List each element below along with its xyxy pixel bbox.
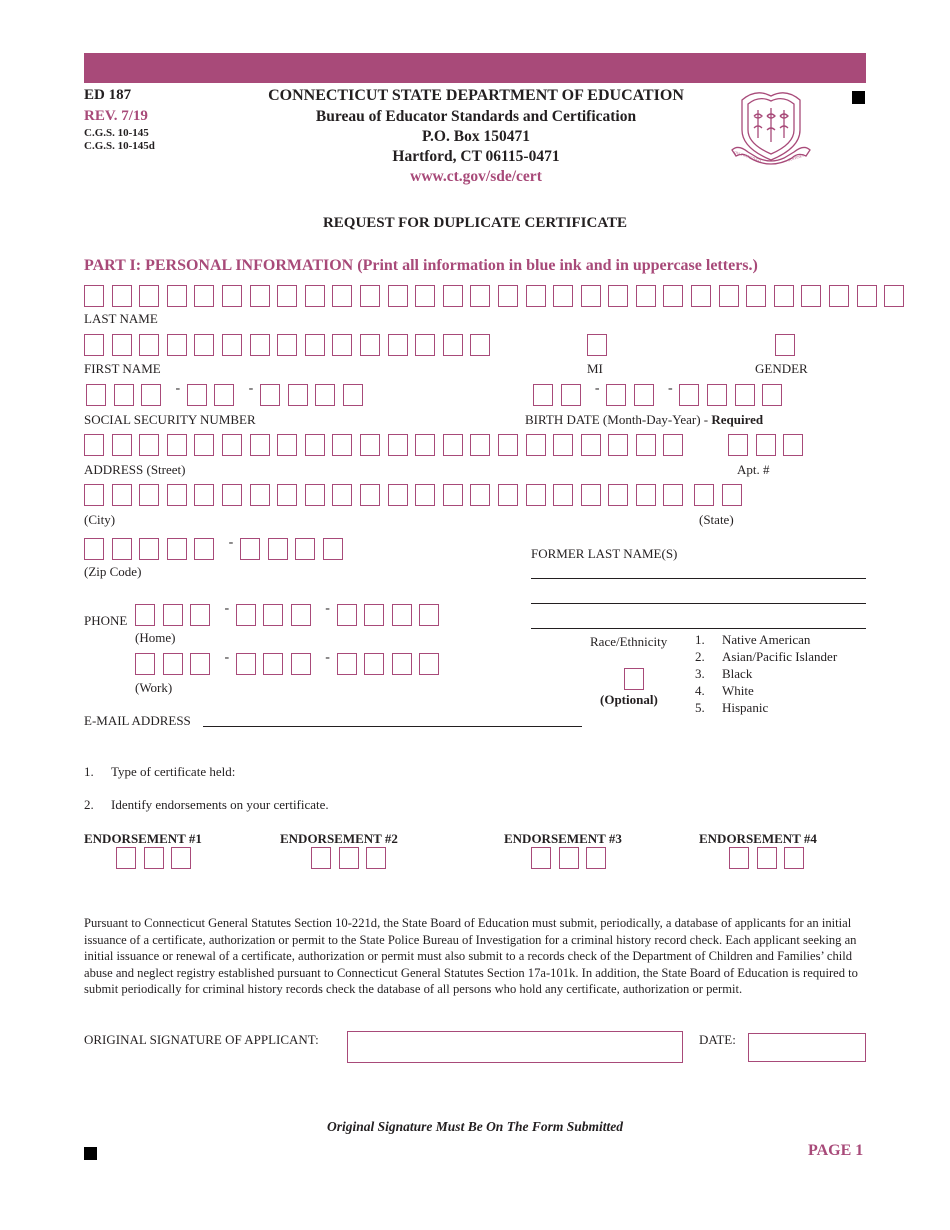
last-name-char[interactable] [857,285,877,307]
address-char[interactable] [360,434,380,456]
last-name-char[interactable] [112,285,132,307]
address-label: ADDRESS (Street) [84,462,186,477]
home-phone-char[interactable] [163,604,183,626]
birth-date-char[interactable] [533,384,553,406]
first-name-char[interactable] [388,334,408,356]
department-header [200,86,752,187]
city-char[interactable] [581,484,601,506]
former-last-name-line-1[interactable] [531,578,866,579]
work-phone-char[interactable] [236,653,256,675]
home-phone-char[interactable] [419,604,439,626]
form-identifiers [84,88,155,152]
last-name-char[interactable] [581,285,601,307]
endorsement-char[interactable] [171,847,191,869]
city-char[interactable] [360,484,380,506]
race-option-number: 4. [695,683,705,698]
last-name-char[interactable] [222,285,242,307]
last-name-char[interactable] [139,285,159,307]
race-option-number: 1. [695,632,705,647]
statute-2: C.G.S. 10-145d [84,140,155,152]
last-name-char[interactable] [250,285,270,307]
work-phone-char[interactable] [291,653,311,675]
home-phone-label: (Home) [135,630,176,645]
endorsement-4-label: ENDORSEMENT #4 [699,831,817,846]
last-name-char[interactable] [636,285,656,307]
form-title: REQUEST FOR DUPLICATE CERTIFICATE [322,215,628,231]
endorsement-char[interactable] [144,847,164,869]
zip-char[interactable] [240,538,260,560]
ssn-char[interactable] [86,384,106,406]
question-2-text: Identify endorsements on your certificate. [111,797,329,812]
bureau-name: Bureau of Educator Standards and Certification [315,107,637,125]
race-option-label: Hispanic [722,700,769,715]
home-phone-field[interactable] [135,601,447,626]
department-name: CONNECTICUT STATE DEPARTMENT OF EDUCATION [268,87,684,104]
state-label: (State) [699,512,734,527]
last-name-char[interactable] [801,285,821,307]
home-phone-char[interactable] [291,604,311,626]
address-street-field[interactable] [84,434,691,456]
zip-char[interactable] [295,538,315,560]
endorsement-char[interactable] [757,847,777,869]
apt-label: Apt. # [737,462,770,477]
signature-label: ORIGINAL SIGNATURE OF APPLICANT: [84,1032,319,1047]
endorsement-3-field[interactable] [531,847,614,869]
city-char[interactable] [388,484,408,506]
last-name-char[interactable] [415,285,435,307]
zip-char[interactable] [323,538,343,560]
endorsement-1-field[interactable] [116,847,199,869]
address-char[interactable] [112,434,132,456]
seal-motto-right: SUSTINET [787,153,805,163]
endorsement-char[interactable] [311,847,331,869]
ssn-field[interactable] [86,381,370,406]
last-name-char[interactable] [774,285,794,307]
address-char[interactable] [388,434,408,456]
city-char[interactable] [498,484,518,506]
race-option [695,699,837,716]
race-option-number: 3. [695,666,705,681]
zip-dash: - [228,535,234,550]
ssn-char[interactable] [343,384,363,406]
last-name-char[interactable] [691,285,711,307]
mi-label: MI [587,361,603,376]
ssn-char[interactable] [214,384,234,406]
ssn-char[interactable] [187,384,207,406]
last-name-char[interactable] [388,285,408,307]
endorsement-char[interactable] [559,847,579,869]
endorsement-char[interactable] [116,847,136,869]
race-ethnicity-box[interactable] [624,668,644,690]
city-char[interactable] [470,484,490,506]
last-name-char[interactable] [332,285,352,307]
zip-code-field[interactable] [84,535,350,560]
address-char[interactable] [222,434,242,456]
former-last-name-line-3[interactable] [531,628,866,629]
endorsement-char[interactable] [339,847,359,869]
middle-initial-box[interactable] [587,334,607,356]
connecticut-seal-icon [728,86,814,170]
endorsement-char[interactable] [531,847,551,869]
endorsement-4-field[interactable] [729,847,812,869]
address-char[interactable] [277,434,297,456]
city-field[interactable] [84,484,691,506]
last-name-char[interactable] [663,285,683,307]
birth-date-char[interactable] [634,384,654,406]
endorsement-char[interactable] [366,847,386,869]
race-option [695,682,837,699]
address-char[interactable] [553,434,573,456]
city-char[interactable] [112,484,132,506]
address-char[interactable] [443,434,463,456]
race-options-list [695,631,837,716]
state-char[interactable] [722,484,742,506]
city-label: (City) [84,512,116,527]
endorsement-char[interactable] [784,847,804,869]
birth-date-char[interactable] [762,384,782,406]
first-name-char[interactable] [305,334,325,356]
page-number: PAGE 1 [808,1142,864,1159]
city-char[interactable] [139,484,159,506]
address-char[interactable] [250,434,270,456]
city-char[interactable] [608,484,628,506]
first-name-char[interactable] [470,334,490,356]
first-name-char[interactable] [443,334,463,356]
city-char[interactable] [663,484,683,506]
website-link[interactable]: www.ct.gov/sde/cert [410,168,542,186]
work-phone-char[interactable] [337,653,357,675]
city-char[interactable] [222,484,242,506]
last-name-char[interactable] [829,285,849,307]
last-name-char[interactable] [443,285,463,307]
ssn-char[interactable] [141,384,161,406]
apt-char[interactable] [756,434,776,456]
registration-mark-top [852,91,865,104]
zip-char[interactable] [112,538,132,560]
city-char[interactable] [194,484,214,506]
endorsement-3-label: ENDORSEMENT #3 [504,831,622,846]
city-state-zip: Hartford, CT 06115-0471 [392,148,560,166]
ssn-char[interactable] [315,384,335,406]
statute-paragraph: Pursuant to Connecticut General Statutes Section 10-221d, the State Board of Education must submit, periodically, a database of applicants for an initial issuance of a certificate, authorization or permit to the State Police Bureau of Investigation for a criminal history record check. Each applicant seeking an initial issuance or renewal of a certificate, authorization or permit must also submit to a records check of the Department of Children and Families’ child abuse and neglect registry established pursuant to Connecticut General Statutes Section 17a-101k. In addition, the State Board of Education is required to submit periodically for criminal history records check the database of all persons who hold any certificate, authorization or permit. [84,916,858,996]
gender-label: GENDER [755,361,808,376]
last-name-char[interactable] [608,285,628,307]
city-char[interactable] [167,484,187,506]
first-name-char[interactable] [277,334,297,356]
work-phone-label: (Work) [135,680,173,695]
home-phone-char[interactable] [364,604,384,626]
po-box: P.O. Box 150471 [422,127,530,145]
work-phone-char[interactable] [392,653,412,675]
address-char[interactable] [332,434,352,456]
ssn-label: SOCIAL SECURITY NUMBER [84,412,256,427]
city-char[interactable] [636,484,656,506]
birth-date-char[interactable] [561,384,581,406]
date-box[interactable] [748,1033,866,1062]
last-name-char[interactable] [470,285,490,307]
ssn-char[interactable] [114,384,134,406]
last-name-label: LAST NAME [84,311,158,326]
apt-char[interactable] [728,434,748,456]
work-phone-char[interactable] [263,653,283,675]
question-1 [84,764,235,780]
endorsement-2-field[interactable] [311,847,394,869]
question-2 [84,797,329,813]
first-name-char[interactable] [360,334,380,356]
race-option [695,665,837,682]
date-label: DATE: [699,1032,736,1047]
address-char[interactable] [470,434,490,456]
question-1-text: Type of certificate held: [111,764,236,779]
birth-date-field[interactable] [533,381,790,406]
part1-heading: PART I: PERSONAL INFORMATION (Print all information in blue ink and in uppercase letters.) [84,257,758,274]
zip-char[interactable] [268,538,288,560]
form-number: ED 187 [84,87,132,103]
ssn-dash: - [248,381,254,396]
email-input-line[interactable] [203,726,582,727]
birth-date-char[interactable] [606,384,626,406]
first-name-char[interactable] [84,334,104,356]
first-name-char[interactable] [139,334,159,356]
city-char[interactable] [305,484,325,506]
city-char[interactable] [526,484,546,506]
first-name-char[interactable] [194,334,214,356]
optional-label: (Optional) [600,692,658,707]
phone-dash: - [224,650,230,665]
race-option-number: 5. [695,700,705,715]
race-option [695,648,837,665]
race-option-label: Asian/Pacific Islander [722,649,838,664]
birth-date-char[interactable] [679,384,699,406]
last-name-char[interactable] [498,285,518,307]
last-name-char[interactable] [526,285,546,307]
apt-char[interactable] [783,434,803,456]
last-name-char[interactable] [719,285,739,307]
former-last-name-line-2[interactable] [531,603,866,604]
address-char[interactable] [498,434,518,456]
race-option-label: Native American [722,632,811,647]
race-option [695,631,837,648]
work-phone-field[interactable] [135,650,447,675]
city-char[interactable] [332,484,352,506]
zip-char[interactable] [139,538,159,560]
work-phone-char[interactable] [190,653,210,675]
birth-date-char[interactable] [707,384,727,406]
home-phone-char[interactable] [135,604,155,626]
birth-date-char[interactable] [735,384,755,406]
last-name-field[interactable] [84,285,912,307]
race-option-label: White [722,683,754,698]
race-option-label: Black [722,666,753,681]
first-name-char[interactable] [332,334,352,356]
state-field[interactable] [694,484,749,506]
home-phone-char[interactable] [236,604,256,626]
question-2-number: 2. [84,797,94,812]
last-name-char[interactable] [360,285,380,307]
birth-date-label-text: BIRTH DATE (Month-Day-Year) - [525,412,712,427]
former-last-names-label: FORMER LAST NAME(S) [531,546,678,561]
city-char[interactable] [415,484,435,506]
required-marker: Required [711,412,764,427]
home-phone-char[interactable] [263,604,283,626]
first-name-label: FIRST NAME [84,361,161,376]
birth-date-dash: - [594,381,600,396]
address-char[interactable] [608,434,628,456]
zip-code-label: (Zip Code) [84,564,142,579]
phone-dash: - [325,650,330,665]
first-name-char[interactable] [167,334,187,356]
last-name-char[interactable] [277,285,297,307]
address-char[interactable] [167,434,187,456]
address-char[interactable] [636,434,656,456]
last-name-char[interactable] [305,285,325,307]
address-char[interactable] [139,434,159,456]
city-char[interactable] [84,484,104,506]
email-label: E-MAIL ADDRESS [84,713,191,728]
address-char[interactable] [194,434,214,456]
last-name-char[interactable] [167,285,187,307]
race-ethnicity-label: Race/Ethnicity [590,634,668,649]
zip-char[interactable] [167,538,187,560]
work-phone-char[interactable] [135,653,155,675]
first-name-char[interactable] [222,334,242,356]
last-name-char[interactable] [84,285,104,307]
endorsement-char[interactable] [729,847,749,869]
address-char[interactable] [305,434,325,456]
birth-date-label [525,412,763,428]
registration-mark-bottom [84,1147,97,1160]
address-char[interactable] [581,434,601,456]
phone-dash: - [325,601,330,616]
state-char[interactable] [694,484,714,506]
city-char[interactable] [250,484,270,506]
zip-char[interactable] [194,538,214,560]
work-phone-char[interactable] [163,653,183,675]
work-phone-char[interactable] [364,653,384,675]
city-char[interactable] [553,484,573,506]
work-phone-char[interactable] [419,653,439,675]
gender-box[interactable] [775,334,795,356]
form-revision: REV. 7/19 [84,108,148,124]
phone-label: PHONE [84,613,128,628]
home-phone-char[interactable] [190,604,210,626]
ssn-char[interactable] [260,384,280,406]
apartment-field[interactable] [728,434,811,456]
first-name-field[interactable] [84,334,498,356]
endorsement-2-label: ENDORSEMENT #2 [280,831,398,846]
zip-char[interactable] [84,538,104,560]
city-char[interactable] [443,484,463,506]
last-name-char[interactable] [884,285,904,307]
first-name-char[interactable] [112,334,132,356]
question-1-number: 1. [84,764,94,779]
signature-box[interactable] [347,1031,683,1063]
last-name-char[interactable] [194,285,214,307]
signature-note: Original Signature Must Be On The Form Submitted [327,1119,623,1134]
last-name-char[interactable] [746,285,766,307]
home-phone-char[interactable] [392,604,412,626]
birth-date-dash: - [668,381,673,396]
home-phone-char[interactable] [337,604,357,626]
address-char[interactable] [84,434,104,456]
first-name-char[interactable] [250,334,270,356]
address-char[interactable] [415,434,435,456]
address-char[interactable] [526,434,546,456]
race-option-number: 2. [695,649,705,664]
phone-dash: - [224,601,230,616]
endorsement-1-label: ENDORSEMENT #1 [84,831,202,846]
endorsement-char[interactable] [586,847,606,869]
first-name-char[interactable] [415,334,435,356]
ssn-dash: - [175,381,181,396]
ssn-char[interactable] [288,384,308,406]
seal-motto-left: QUI TRANSTULIT [733,150,763,163]
last-name-char[interactable] [553,285,573,307]
statute-1: C.G.S. 10-145 [84,127,149,139]
address-char[interactable] [663,434,683,456]
header-color-bar [84,53,866,83]
city-char[interactable] [277,484,297,506]
